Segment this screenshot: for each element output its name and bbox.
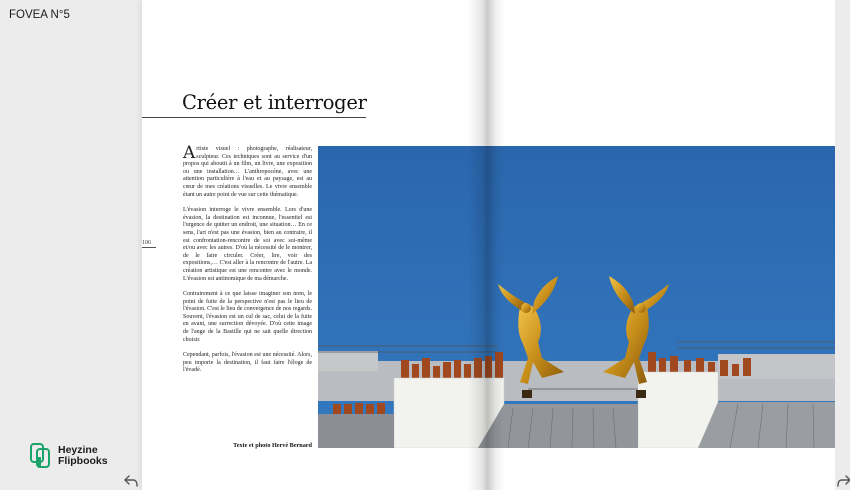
- article-title: Créer et interroger: [182, 91, 367, 114]
- heyzine-logo-icon: [30, 443, 52, 469]
- redo-arrow-icon[interactable]: [836, 473, 850, 489]
- logo-line-2: Flipbooks: [58, 455, 108, 467]
- flipbook-spread: [142, 0, 835, 490]
- app-title: FOVEA N°5: [9, 9, 70, 21]
- article-body: [183, 143, 312, 383]
- heyzine-logo-text: [58, 445, 108, 467]
- article-paragraph: L'évasion interroge le vivre ensemble. Lors d'une évasion, la destination est inconnue, l'essentiel est l'urgence de quitter un endroit, une situation… En ce sens, l'art n'est pas une évasion, bien au contraire, il est confrontation-rencontre de soi avec soi-même et/ou avec les autres. D'où la nécessité de le montrer, de le faire circuler. Créer, lire, voir des expositions,… C'est aller à la rencontre de l'autre. La création artistique est une rencontre avec le monde. L'évasion est antinomique de ma démarche.: [183, 207, 312, 282]
- article-paragraph: Artiste visuel : photographe, réalisateur, sculpteur. Ces techniques sont au service d'un propos qui aboutit à un film, un livre, une exposition ou une installation… L'anthropocène, avec une attention particulière à l'eau et au paysage, est au cœur de mes créations visuelles. Le vivre ensemble étant un autre point de vue sur cette thématique.: [183, 143, 312, 198]
- page-number-rule: [142, 247, 156, 248]
- page-number: 106: [142, 240, 151, 246]
- rooftop-photo: [318, 146, 835, 448]
- heyzine-logo[interactable]: [30, 443, 108, 469]
- article-byline: Texte et photo Hervé Bernard: [233, 442, 312, 449]
- article-paragraph: Contrairement à ce que laisse imaginer son nom, le point de fuite de la perspective n'est pas le lieu de l'évasion. C'est le lieu de convergence de nos regards. Souvent, l'évasion est un cul de sac, celui de la fuite en avant, une surrection dévoyée. D'où cette image de l'ange de la Bastille qui ne sait quelle direction choisir.: [183, 291, 312, 343]
- logo-line-1: Heyzine: [58, 444, 98, 456]
- title-underline: [142, 117, 366, 118]
- article-paragraph: Cependant, parfois, l'évasion est une nécessité. Alors, peu importe la destination, il faut faire l'éloge de l'évadé.: [183, 352, 312, 374]
- undo-arrow-icon[interactable]: [123, 473, 139, 489]
